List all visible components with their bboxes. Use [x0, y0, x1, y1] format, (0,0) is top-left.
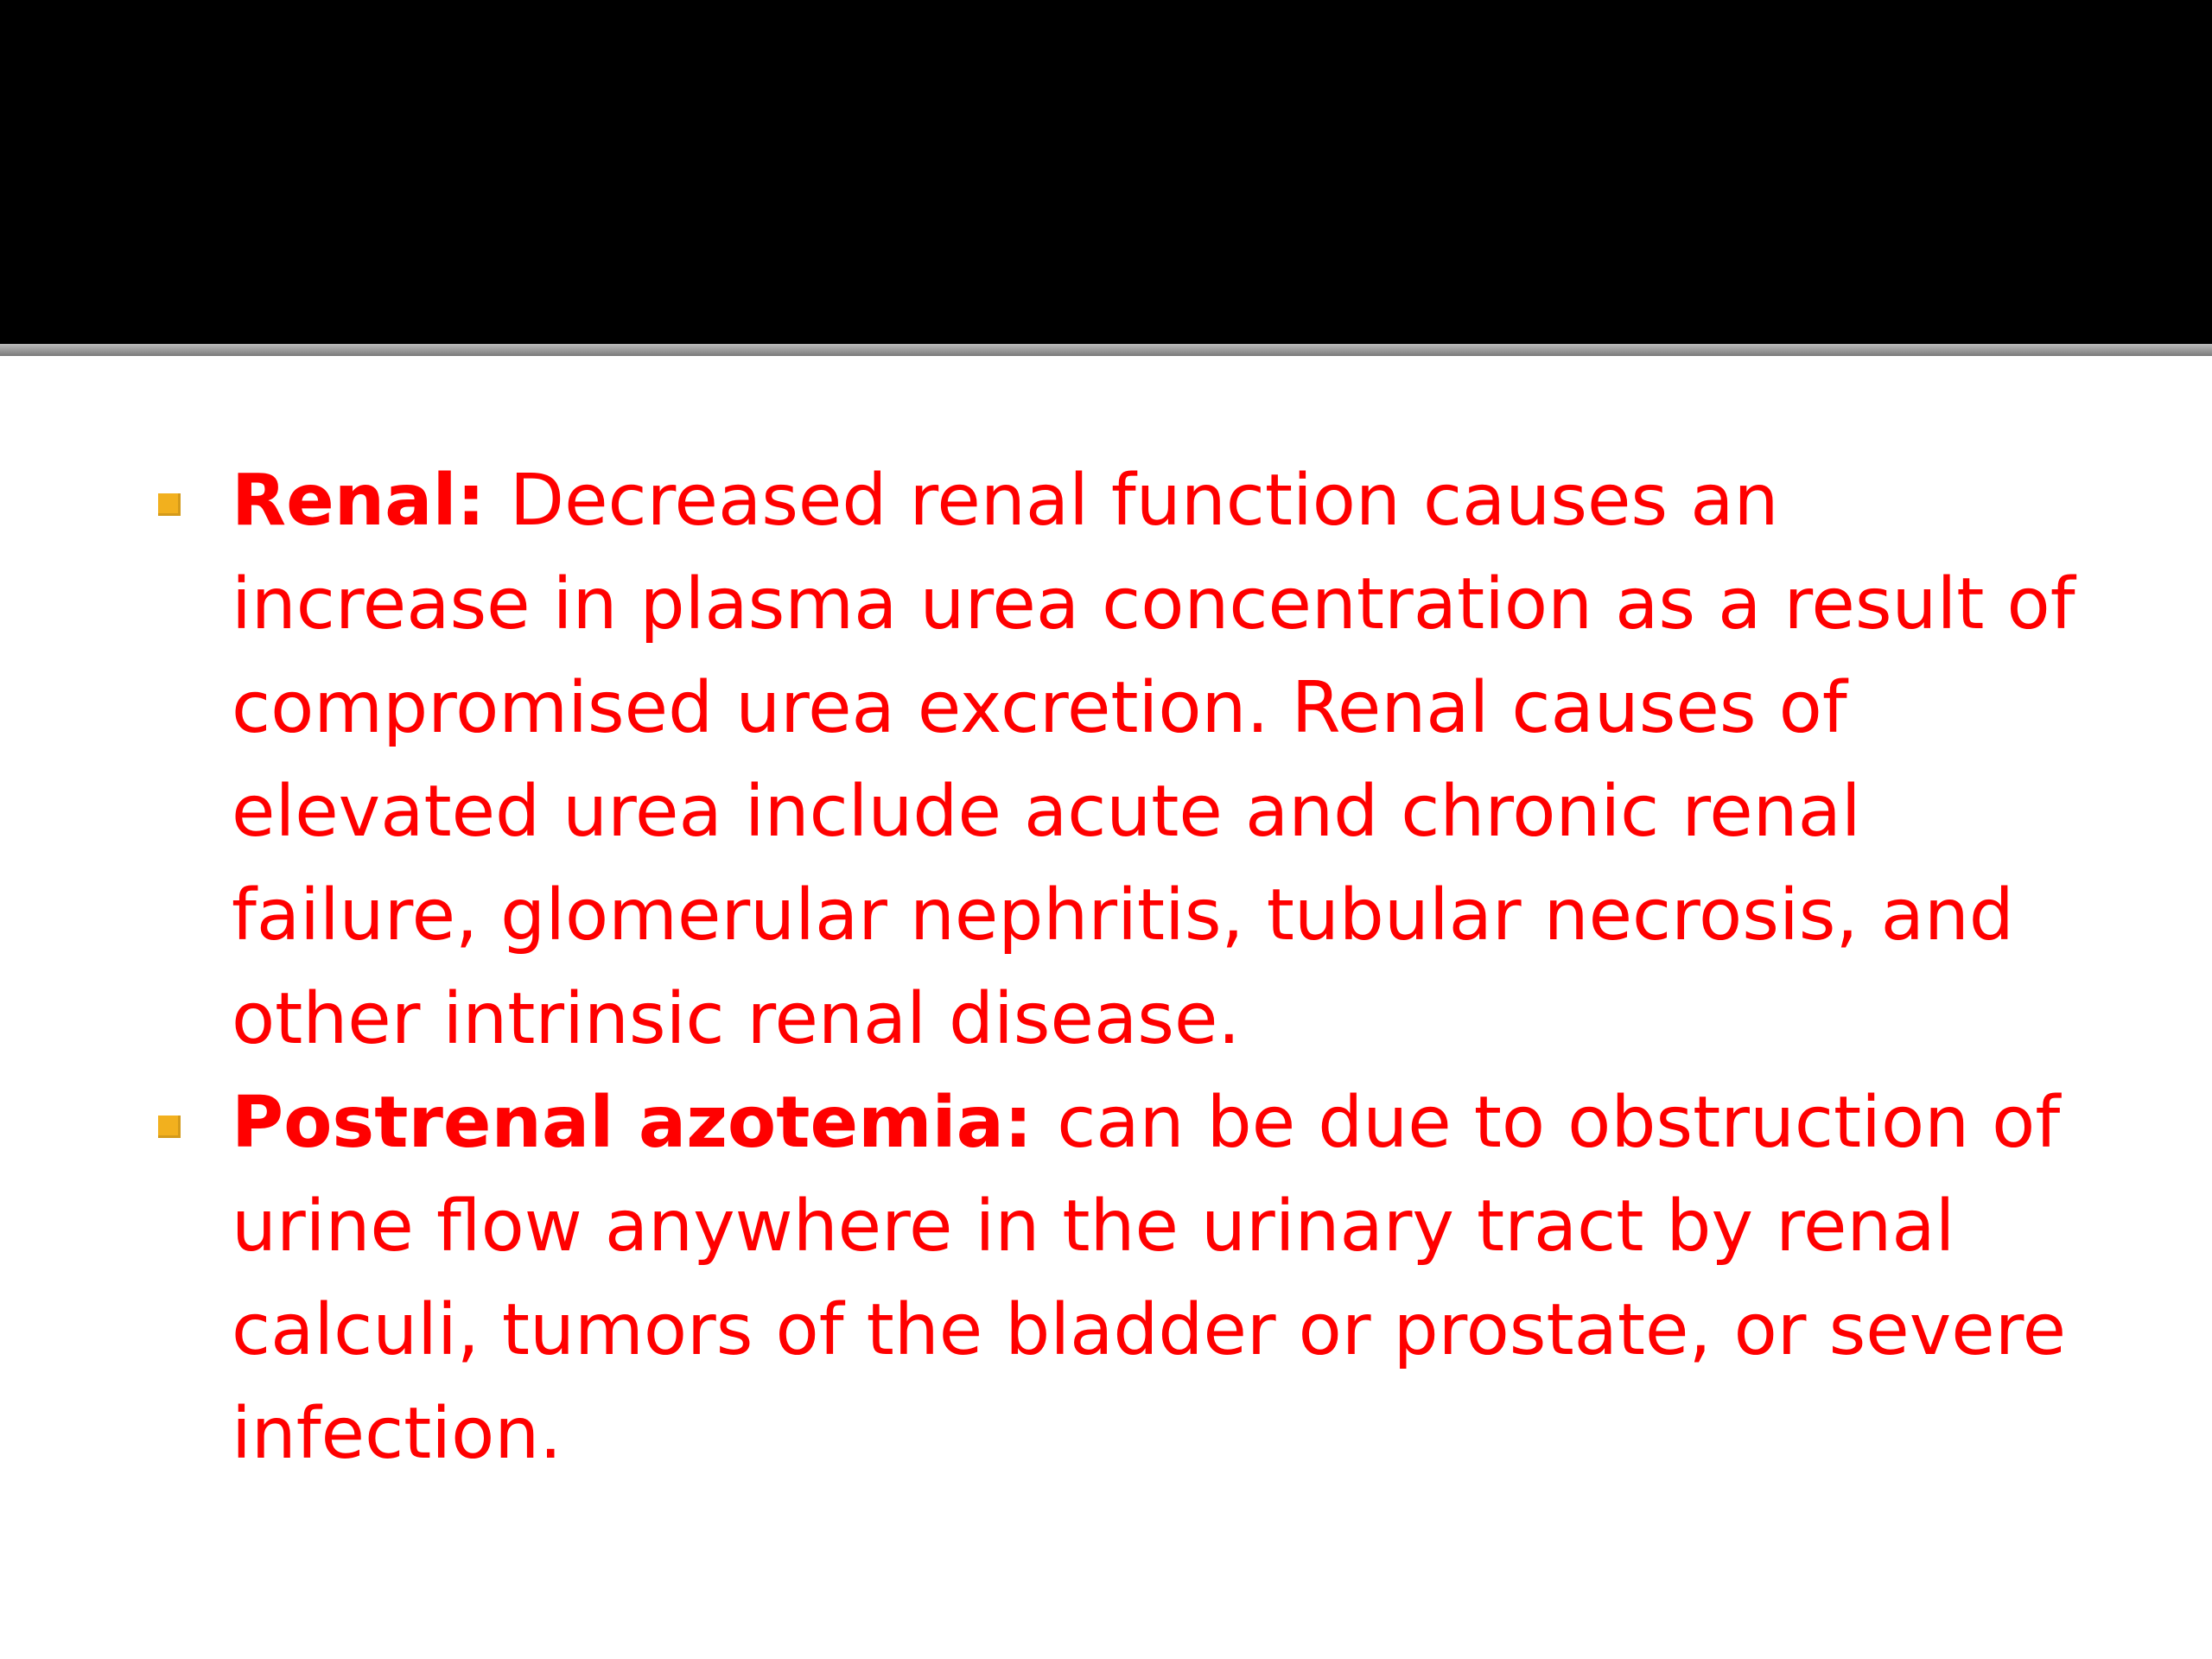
bullet-item-renal [156, 449, 2091, 1071]
bullet-text: can be due to obstruction of urine flow anywhere in the urinary tract by renal calculi, tumors of the bladder or prostate, or severe infection. [232, 1082, 2067, 1475]
bullet-term: Renal: [232, 460, 510, 542]
bullet-term: Postrenal azotemia: [232, 1082, 1058, 1164]
bullet-list [156, 449, 2091, 1486]
bullet-item-postrenal-azotemia [156, 1071, 2091, 1486]
title-divider [0, 344, 2212, 356]
bullet-text: Decreased renal function causes an increase in plasma urea concentration as a result of compromised urea excretion. Renal causes of elevated urea include acute and chronic renal failure, glomerular nephritis, tubular necrosis, and other intrinsic renal disease. [232, 460, 2075, 1060]
square-bullet-icon [158, 1116, 181, 1138]
title-band [0, 0, 2212, 344]
title-divider-highlight [0, 356, 2212, 361]
square-bullet-icon [158, 493, 181, 516]
